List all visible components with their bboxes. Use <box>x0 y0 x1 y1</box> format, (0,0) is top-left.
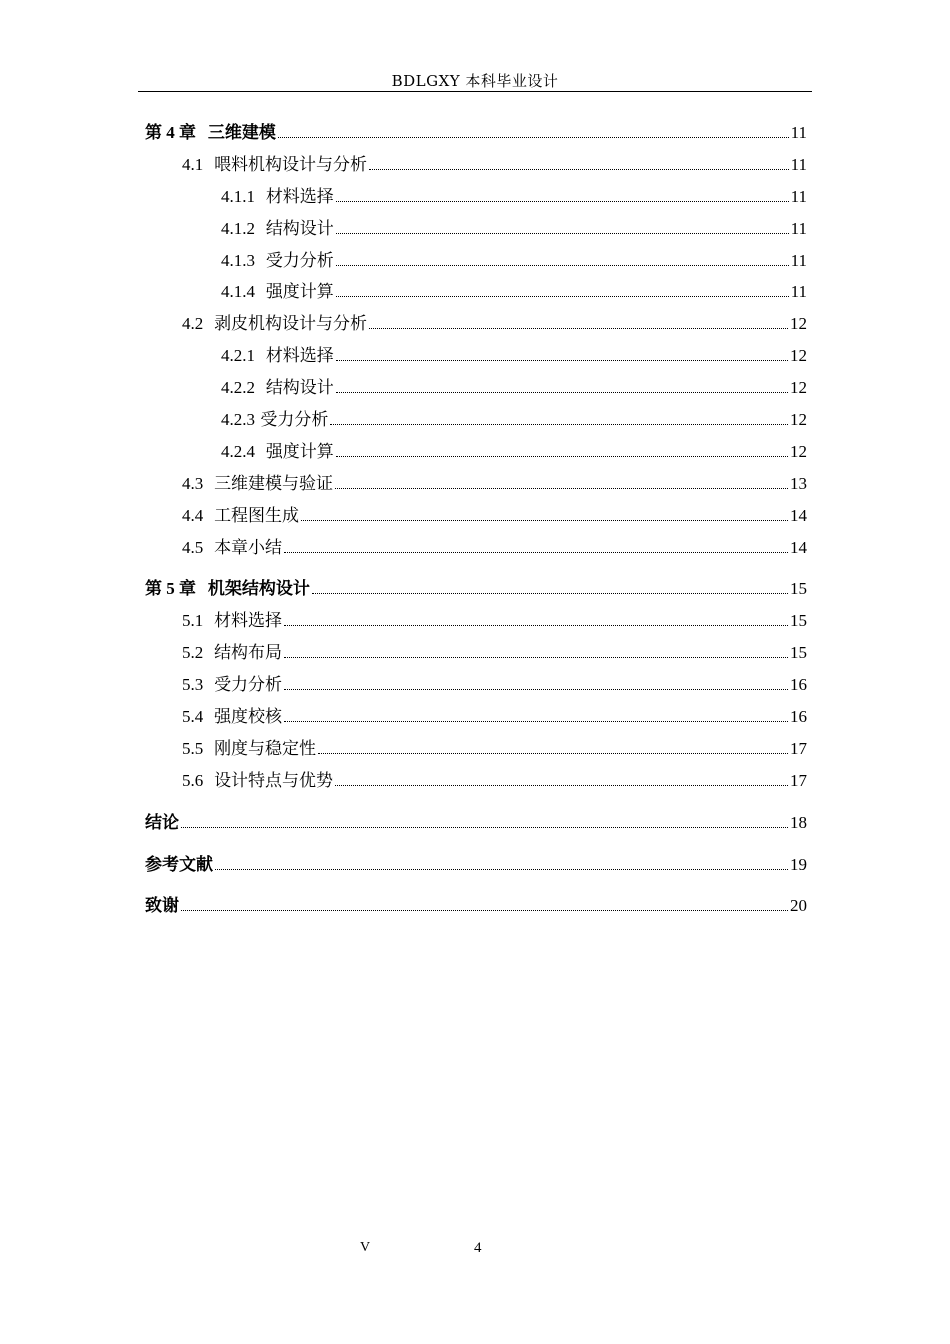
toc-entry-title: 结构设计 <box>265 218 334 239</box>
toc-entry-title: 三维建模与验证 <box>214 473 334 494</box>
toc-entry-page: 19 <box>790 854 807 874</box>
toc-entry[interactable] <box>145 501 807 533</box>
toc-dot-leader <box>318 753 788 754</box>
toc-dot-leader <box>330 424 788 425</box>
toc-entry-page: 17 <box>790 770 807 790</box>
toc-dot-leader <box>284 721 788 722</box>
toc-dot-leader <box>336 201 789 202</box>
toc-entry-page: 12 <box>790 346 807 366</box>
toc-entry-title: 刚度与稳定性 <box>214 738 317 759</box>
toc-entry-page: 11 <box>790 154 807 174</box>
toc-dot-leader <box>336 392 788 393</box>
page-header-title: BDLGXY 本科毕业设计 <box>391 72 559 90</box>
toc-entry-title: 参考文献 <box>145 854 213 875</box>
toc-entry-page: 20 <box>790 896 807 916</box>
toc-entry[interactable] <box>145 277 807 309</box>
toc-entry-page: 12 <box>790 441 807 461</box>
toc-dot-leader <box>181 910 788 911</box>
toc-entry-page: 14 <box>790 537 807 557</box>
toc-entry[interactable] <box>145 246 807 278</box>
toc-dot-leader <box>284 552 788 553</box>
toc-entry-title: 本章小结 <box>214 537 283 558</box>
toc-entry-number: 4.4 <box>182 505 204 525</box>
toc-entry-number: 4.2 <box>182 314 204 334</box>
toc-entry-spacer <box>196 579 208 599</box>
toc-dot-leader <box>336 233 789 234</box>
toc-entry-title: 设计特点与优势 <box>214 770 334 791</box>
toc-entry-page: 11 <box>790 123 807 142</box>
toc-entry-title: 剥皮机构设计与分析 <box>214 314 368 335</box>
toc-entry[interactable] <box>145 309 807 341</box>
toc-entry-title: 材料选择 <box>265 346 334 367</box>
toc-entry-page: 15 <box>790 611 807 631</box>
toc-entry-number: 5.1 <box>182 611 204 631</box>
toc-entry-page: 14 <box>790 505 807 525</box>
toc-entry[interactable] <box>145 606 807 638</box>
toc-entry-number: 4.2.2 <box>221 378 255 398</box>
toc-entry-page: 12 <box>790 314 807 334</box>
toc-entry[interactable] <box>145 808 807 840</box>
toc-entry[interactable] <box>145 670 807 702</box>
toc-entry-page: 17 <box>790 738 807 758</box>
toc-dot-leader <box>369 169 789 170</box>
toc-entry-title: 结论 <box>145 812 179 833</box>
toc-entry-page: 18 <box>790 812 807 832</box>
toc-entry-title: 受力分析 <box>265 250 334 271</box>
header-rule <box>138 91 812 92</box>
toc-entry-spacer <box>255 219 266 239</box>
toc-entry-number: 5.6 <box>182 770 204 790</box>
toc-dot-leader <box>215 869 788 870</box>
toc-entry[interactable] <box>145 150 807 182</box>
toc-entry-spacer <box>203 474 214 494</box>
toc-entry[interactable] <box>145 734 807 766</box>
toc-entry-spacer <box>203 538 214 558</box>
toc-entry-number: 第 4 章 <box>145 123 196 142</box>
toc-dot-leader <box>284 657 788 658</box>
toc-entry-title: 受力分析 <box>214 675 283 696</box>
toc-entry-spacer <box>255 187 266 207</box>
toc-entry-title: 结构布局 <box>214 643 283 664</box>
toc-entry[interactable] <box>145 373 807 405</box>
toc-entry-number: 4.1.2 <box>221 218 255 238</box>
toc-entry-spacer <box>203 314 214 334</box>
toc-entry-number: 4.2.3 <box>221 410 255 430</box>
toc-dot-leader <box>369 328 788 329</box>
toc-dot-leader <box>284 625 788 626</box>
toc-entry[interactable] <box>145 766 807 798</box>
toc-dot-leader <box>335 785 788 786</box>
table-of-contents <box>145 118 807 923</box>
toc-entry-title: 三维建模 <box>207 123 276 143</box>
toc-entry-number: 4.1.3 <box>221 250 255 270</box>
toc-entry-spacer <box>255 442 266 462</box>
toc-entry[interactable] <box>145 341 807 373</box>
toc-entry[interactable] <box>145 891 807 923</box>
toc-entry[interactable] <box>145 533 807 565</box>
toc-entry-spacer <box>203 611 214 631</box>
toc-entry-number: 4.1 <box>182 154 204 174</box>
toc-dot-leader <box>278 137 789 138</box>
toc-entry[interactable] <box>145 437 807 469</box>
toc-entry[interactable] <box>145 405 807 437</box>
toc-entry-spacer <box>203 643 214 663</box>
toc-entry[interactable] <box>145 118 807 150</box>
toc-entry-number: 5.2 <box>182 643 204 663</box>
toc-entry-title: 材料选择 <box>265 186 334 207</box>
toc-dot-leader <box>336 360 788 361</box>
toc-entry-number: 4.5 <box>182 537 204 557</box>
toc-entry-page: 11 <box>790 250 807 270</box>
toc-entry-page: 16 <box>790 675 807 695</box>
toc-entry-spacer <box>203 155 214 175</box>
toc-dot-leader <box>312 593 788 594</box>
toc-dot-leader <box>301 520 788 521</box>
toc-entry-page: 11 <box>790 218 807 238</box>
toc-entry-page: 12 <box>790 378 807 398</box>
toc-entry-page: 13 <box>790 473 807 493</box>
toc-entry-spacer <box>255 282 266 302</box>
toc-entry-page: 15 <box>790 579 807 599</box>
toc-dot-leader <box>336 296 789 297</box>
toc-entry-spacer <box>203 506 214 526</box>
toc-entry[interactable] <box>145 182 807 214</box>
toc-dot-leader <box>335 488 788 489</box>
toc-entry-spacer <box>255 378 266 398</box>
toc-entry-spacer <box>203 675 214 695</box>
toc-entry-number: 4.3 <box>182 473 204 493</box>
footer-roman-numeral: V <box>360 1240 371 1255</box>
toc-entry-title: 强度计算 <box>265 441 334 462</box>
toc-entry-number: 4.2.1 <box>221 346 255 366</box>
toc-entry-title: 结构设计 <box>265 378 334 399</box>
toc-entry-number: 4.1.1 <box>221 186 255 206</box>
toc-dot-leader <box>336 265 789 266</box>
toc-entry-spacer <box>203 707 214 727</box>
toc-entry-spacer <box>196 123 208 143</box>
toc-entry-number: 第 5 章 <box>145 579 196 599</box>
toc-entry-number: 4.2.4 <box>221 441 255 461</box>
toc-entry-number: 4.1.4 <box>221 282 255 302</box>
toc-entry-title: 受力分析 <box>260 410 329 431</box>
toc-dot-leader <box>336 456 788 457</box>
toc-entry-number: 5.3 <box>182 675 204 695</box>
toc-entry-spacer <box>255 251 266 271</box>
toc-entry-title: 致谢 <box>145 896 179 917</box>
toc-entry-page: 11 <box>790 282 807 302</box>
toc-entry[interactable] <box>145 638 807 670</box>
toc-entry-page: 15 <box>790 643 807 663</box>
toc-entry-number: 5.4 <box>182 707 204 727</box>
toc-entry-title: 强度校核 <box>214 707 283 728</box>
toc-entry-page: 12 <box>790 410 807 430</box>
toc-entry-page: 11 <box>790 186 807 206</box>
toc-entry-page: 16 <box>790 707 807 727</box>
toc-entry-number: 5.5 <box>182 738 204 758</box>
toc-entry[interactable] <box>145 214 807 246</box>
toc-entry-spacer <box>203 771 214 791</box>
toc-entry-spacer <box>203 739 214 759</box>
toc-entry[interactable] <box>145 469 807 501</box>
toc-entry-title: 材料选择 <box>214 611 283 632</box>
toc-entry[interactable] <box>145 850 807 882</box>
toc-entry[interactable] <box>145 574 807 606</box>
toc-entry[interactable] <box>145 702 807 734</box>
toc-entry-title: 工程图生成 <box>214 505 300 526</box>
footer-page-number: 4 <box>474 1240 482 1256</box>
toc-entry-title: 强度计算 <box>265 282 334 303</box>
toc-dot-leader <box>181 827 788 828</box>
toc-entry-title: 喂料机构设计与分析 <box>214 154 368 175</box>
toc-entry-title: 机架结构设计 <box>207 579 310 600</box>
toc-dot-leader <box>284 689 788 690</box>
toc-entry-spacer <box>255 346 266 366</box>
